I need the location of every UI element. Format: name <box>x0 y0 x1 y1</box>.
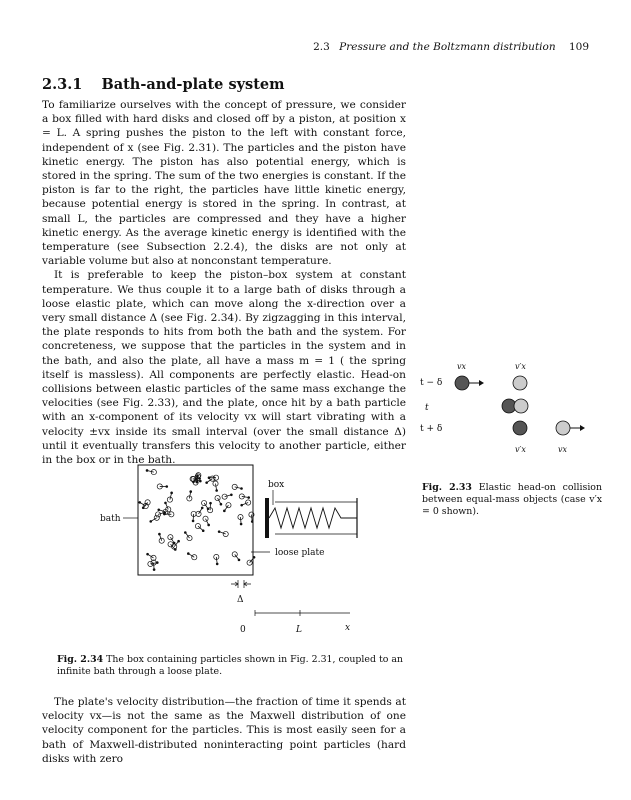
header-section: 2.3 <box>313 41 330 53</box>
particle <box>222 493 233 499</box>
particle <box>148 561 159 566</box>
axis-x-label: x <box>345 623 351 633</box>
particle <box>149 515 159 522</box>
fig233-label: Fig. 2.33 <box>422 482 472 493</box>
fig234-diagram <box>95 460 395 635</box>
section-number: 2.3.1 <box>42 76 83 93</box>
particle <box>247 556 255 565</box>
page-number: 109 <box>568 41 589 53</box>
section-heading <box>42 76 284 93</box>
particle <box>146 553 156 561</box>
disk-light-2 <box>514 399 528 413</box>
particle <box>146 469 157 475</box>
body-text-bottom <box>42 695 406 766</box>
spring <box>269 508 357 528</box>
particle <box>187 490 192 501</box>
paragraph-3: The plate's velocity distribution—the fraction of time it spends at velocity vx—is not the same as the Maxwell distribution of one velocity component for the particles. This is most easily seen for a bath of Maxwell-distributed noninteracting point particles (hard disks with zero <box>42 696 406 765</box>
particle <box>167 492 173 503</box>
particle <box>240 500 250 507</box>
particle <box>195 523 204 532</box>
fig233-row-label-1: t − δ <box>420 378 443 388</box>
fig234-caption-text: The box containing particles shown in Fig. 2.31, coupled to an infinite bath through a loose plate. <box>57 654 403 677</box>
fig233-caption <box>422 482 602 518</box>
fig234-caption <box>57 654 407 678</box>
fig233-row-label-3: t + δ <box>420 424 443 434</box>
disk-light-3 <box>556 421 585 435</box>
particle <box>208 502 213 513</box>
particle <box>232 552 240 561</box>
particle <box>215 495 222 505</box>
particle <box>196 507 204 517</box>
particle <box>158 533 164 544</box>
particle <box>214 554 219 565</box>
disk-dark-1 <box>455 376 484 390</box>
fig233-top-label-2: v′x <box>515 362 526 371</box>
piston <box>265 498 269 538</box>
running-header <box>313 41 589 53</box>
fig234-label: Fig. 2.34 <box>57 654 104 665</box>
fig233-bottom-label-2: vx <box>558 445 568 454</box>
delta-arrow-right <box>244 582 251 586</box>
delta-arrow-left <box>231 582 238 586</box>
fig233-caption-text: Elastic head-on collision between equal-mass objects (case v′x = 0 shown). <box>422 482 602 517</box>
particle <box>168 535 176 545</box>
fig233-top-label-1: vx <box>457 362 467 371</box>
section-title: Bath-and-plate system <box>101 76 285 93</box>
particle <box>223 503 231 513</box>
header-title: Pressure and the Boltzmann distribution <box>339 41 556 53</box>
box-label: box <box>268 480 285 490</box>
paragraph-1: To familiarize ourselves with the concept of pressure, we consider a box filled with hard disks and closed off by a piston, at position x = L. A spring pushes the piston to the left with constant force, independent of x (see Fig. 2.31). The particles and the piston have kinetic energy. The piston has also potential energy, which is stored in the spring. The sum of the two energies is constant. If the piston is far to the right, the particles have little kinetic energy, because potential energy is stored in the spring. In contrast, at small L, the particles are compressed and they have a higher kinetic energy. As the average kinetic energy is identified with the temperature (see Subsection 2.2.4), the disks are not only at variable volume but also at nonconstant temperature. <box>42 99 406 268</box>
fig233-row-label-2: t <box>425 403 429 413</box>
particle <box>157 484 168 489</box>
disk-light-1 <box>513 376 527 390</box>
plate-label: loose plate <box>275 548 325 558</box>
particle <box>218 530 228 536</box>
delta-label: Δ <box>237 595 244 605</box>
paragraph-2: It is preferable to keep the piston–box system at constant temperature. We thus couple it to a large bath of disks through a loose elastic plate, which can move along the x-direction over a very small distance Δ (see Fig. 2.34). By zigzagging in this interval, the plate responds to hits from both the bath and the system. For concreteness, we suppose that the particles in the system and in the bath, and also the plate, all have a mass m = 1 ( the spring itself is massless). All components are perfectly elastic. Head-on collisions between elastic particles of the same mass exchange the velocities (see Fig. 2.33), and the plate, once hit by a bath particle with an x-component of its velocity vx will start vibrating with a velocity ±vx inside its small interval (over the small distance Δ) until it eventually transfers this velocity to another particle, either in the box or in the bath. <box>42 269 406 467</box>
particle <box>239 494 250 499</box>
axis-L-label: L <box>296 625 302 635</box>
particle <box>232 484 243 490</box>
disk-dark-3 <box>513 421 527 435</box>
axis-zero-label: 0 <box>240 625 246 635</box>
body-text-top <box>42 98 406 467</box>
particle <box>238 514 243 525</box>
particles <box>138 469 255 571</box>
fig233-bottom-label-1: v′x <box>515 445 526 454</box>
particle <box>203 516 210 526</box>
particle <box>187 552 197 560</box>
particle <box>184 531 192 540</box>
particle <box>213 481 218 492</box>
fig233-diagram <box>412 362 612 456</box>
particle <box>191 511 196 522</box>
bath-label: bath <box>100 514 121 524</box>
